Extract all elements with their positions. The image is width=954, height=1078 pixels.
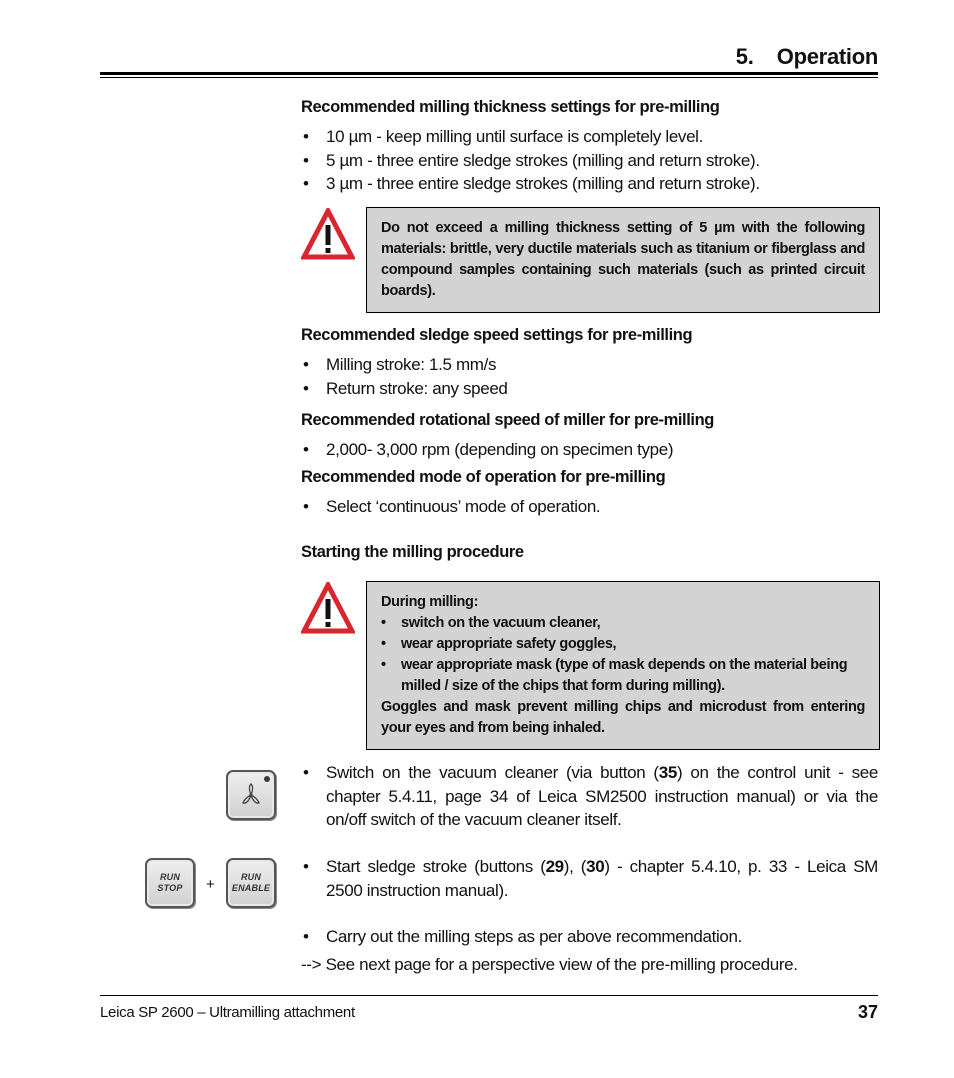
fan-icon bbox=[237, 781, 265, 809]
warning-footer: Goggles and mask prevent milling chips and microdust from entering your eyes and from being inhaled. bbox=[381, 699, 865, 736]
warning-triangle-icon bbox=[301, 582, 355, 634]
run-enable-button[interactable] bbox=[226, 858, 276, 908]
plus-sign: + bbox=[206, 876, 215, 893]
list-rotational-speed bbox=[301, 438, 673, 462]
button-number: 35 bbox=[658, 763, 677, 782]
warning-title: During milling: bbox=[381, 594, 479, 610]
warning-note-during-milling bbox=[366, 581, 880, 750]
heading-mode-of-operation: Recommended mode of operation for pre-milling bbox=[301, 468, 666, 486]
run-stop-button[interactable] bbox=[145, 858, 195, 908]
header-rule bbox=[100, 72, 878, 75]
step-text: ), ( bbox=[563, 857, 587, 876]
led-indicator bbox=[264, 776, 270, 782]
section-title: 5. Operation bbox=[735, 44, 878, 69]
button-label: ENABLE bbox=[231, 883, 271, 893]
step-text: ) on the control unit - see chapter 5.4.11, page 34 of Leica SM2500 instruction manual) or via the on/off switch of the vacuum cleaner itself. bbox=[326, 763, 878, 829]
step-text: Start sledge stroke (buttons ( bbox=[326, 857, 546, 876]
vacuum-button[interactable] bbox=[226, 770, 276, 820]
button-label: STOP bbox=[157, 883, 183, 893]
warning-text: Do not exceed a milling thickness setting of 5 µm with the following materials: brittle, very ductile materials such as titanium or fiberglass and compound samples containing such materials (such as printed circuit boards). bbox=[381, 220, 865, 299]
warning-list bbox=[381, 613, 865, 697]
see-next-page-note bbox=[301, 953, 878, 977]
list-item: • 5 µm - three entire sledge strokes (milling and return stroke). bbox=[301, 149, 760, 173]
step-carry-out: • Carry out the milling steps as per above recommendation. bbox=[301, 925, 878, 949]
list-item: • switch on the vacuum cleaner, bbox=[381, 613, 865, 634]
list-item: • Return stroke: any speed bbox=[301, 377, 508, 401]
list-item: • Milling stroke: 1.5 mm/s bbox=[301, 353, 508, 377]
heading-sledge-speed: Recommended sledge speed settings for pre-milling bbox=[301, 326, 693, 344]
warning-triangle-icon bbox=[301, 208, 355, 260]
list-item: • 3 µm - three entire sledge strokes (milling and return stroke). bbox=[301, 172, 760, 196]
list-item: • 2,000- 3,000 rpm (depending on specimen type) bbox=[301, 438, 673, 462]
step-sledge-stroke: • Start sledge stroke (buttons (29), (30) - chapter 5.4.10, p. 33 - Leica SM 2500 instruction manual). bbox=[303, 857, 878, 900]
heading-starting-milling: Starting the milling procedure bbox=[301, 543, 524, 561]
step-text: Carry out the milling steps as per above recommendation. bbox=[326, 927, 743, 946]
button-number: 30 bbox=[586, 857, 605, 876]
heading-milling-thickness: Recommended milling thickness settings for pre-milling bbox=[301, 98, 720, 116]
button-label: RUN bbox=[240, 872, 262, 882]
list-item: • wear appropriate mask (type of mask depends on the material being milled / size of the chips that form during milling). bbox=[381, 655, 865, 697]
list-milling-thickness bbox=[301, 125, 760, 196]
step-vacuum-cleaner: • Switch on the vacuum cleaner (via button (35) on the control unit - see chapter 5.4.11, page 34 of Leica SM2500 instruction manual) or via the on/off switch of the vacuum cleaner itself. bbox=[303, 763, 878, 829]
list-item: • wear appropriate safety goggles, bbox=[381, 634, 865, 655]
step-text: Switch on the vacuum cleaner (via button ( bbox=[326, 763, 659, 782]
list-item: • Select ‘continuous’ mode of operation. bbox=[301, 495, 600, 519]
header-rule-thin bbox=[100, 77, 878, 78]
warning-note-thickness bbox=[366, 207, 880, 313]
button-number: 29 bbox=[545, 857, 564, 876]
footer-rule bbox=[100, 995, 878, 996]
list-item: • 10 µm - keep milling until surface is completely level. bbox=[301, 125, 760, 149]
heading-rotational-speed: Recommended rotational speed of miller for pre-milling bbox=[301, 411, 714, 429]
step-text: ) - chapter 5.4.10, p. 33 - Leica SM 2500 instruction manual). bbox=[326, 857, 878, 900]
list-mode-of-operation bbox=[301, 495, 600, 519]
note-text: --> See next page for a perspective view of the pre-milling procedure. bbox=[301, 955, 798, 974]
page-number: 37 bbox=[857, 1002, 878, 1022]
list-sledge-speed bbox=[301, 353, 508, 400]
footer-title: Leica SP 2600 – Ultramilling attachment bbox=[100, 1004, 355, 1021]
button-label: RUN bbox=[159, 872, 181, 882]
